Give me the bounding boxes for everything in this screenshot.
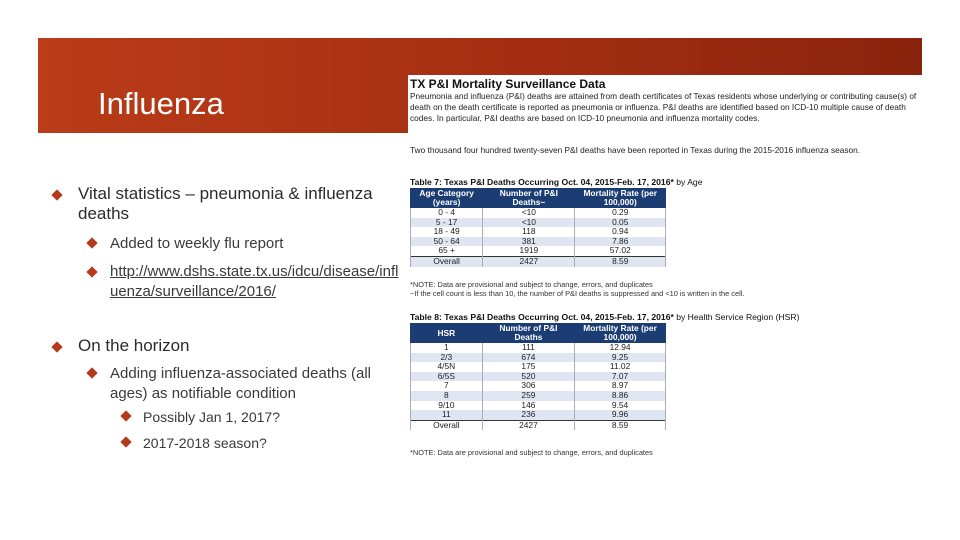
table-cell: 12.94 bbox=[575, 343, 666, 353]
table-cell: 8.59 bbox=[575, 420, 666, 430]
table-cell: Overall bbox=[411, 420, 483, 430]
bullet-marker-icon bbox=[86, 237, 97, 248]
table-cell: 111 bbox=[482, 343, 574, 353]
bullet-weekly-flu-report: Added to weekly flu report bbox=[110, 235, 284, 252]
table-cell: 0.94 bbox=[575, 227, 666, 237]
table8-header: Number of P&I Deaths bbox=[482, 324, 574, 343]
table-cell: 236 bbox=[482, 410, 574, 420]
table8-note: *NOTE: Data are provisional and subject to change, errors, and duplicates bbox=[410, 448, 653, 457]
bullet-marker-icon bbox=[120, 410, 131, 421]
bullet-marker-icon bbox=[51, 189, 62, 200]
table-cell: 0 - 4 bbox=[411, 208, 483, 218]
table7-header: Number of P&I Deaths~ bbox=[483, 189, 575, 208]
table-cell: 7.07 bbox=[575, 372, 666, 382]
table-cell: 381 bbox=[483, 237, 575, 247]
table8-header: HSR bbox=[411, 324, 483, 343]
table7-note: *NOTE: Data are provisional and subject to change, errors, and duplicates bbox=[410, 280, 653, 289]
table-cell: 674 bbox=[482, 353, 574, 363]
bullet-marker-icon bbox=[86, 367, 97, 378]
table-cell: 1 bbox=[411, 343, 483, 353]
table-deaths-by-region bbox=[410, 323, 666, 430]
table-cell: <10 bbox=[483, 208, 575, 218]
bullet-marker-icon bbox=[51, 341, 62, 352]
bullet-possibly-jan: Possibly Jan 1, 2017? bbox=[143, 409, 280, 425]
table-cell: <10 bbox=[483, 218, 575, 228]
table-row bbox=[411, 256, 666, 266]
table-cell: 9.96 bbox=[575, 410, 666, 420]
table-cell: 9.54 bbox=[575, 401, 666, 411]
table-cell: 8.97 bbox=[575, 381, 666, 391]
table-cell: 11.02 bbox=[575, 362, 666, 372]
table-cell: 8.86 bbox=[575, 391, 666, 401]
doc-heading: TX P&I Mortality Surveillance Data bbox=[410, 77, 606, 91]
table8-header: Mortality Rate (per 100,000) bbox=[575, 324, 666, 343]
table-cell: 2/3 bbox=[411, 353, 483, 363]
table8-caption-rest: by Health Service Region (HSR) bbox=[673, 312, 800, 322]
table-cell: 146 bbox=[482, 401, 574, 411]
table-cell: 9/10 bbox=[411, 401, 483, 411]
table-cell: 118 bbox=[483, 227, 575, 237]
table-row bbox=[411, 420, 666, 430]
table7-header: Mortality Rate (per 100,000) bbox=[575, 189, 666, 208]
table8-caption-bold: Table 8: Texas P&I Deaths Occurring Oct. 04, 2015-Feb. 17, 2016* bbox=[410, 312, 674, 322]
doc-paragraph-1: Pneumonia and influenza (P&I) deaths are attained from death certificates of Texas residents whose underlying or contributing cause(s) of death on the death certificate is reported as pneumonia or influenza. P&I deaths are identified based on ICD-10 multiple cause of death codes. In particular, P&I deaths are based on ICD-10 pneumonia and influenza mortality codes. bbox=[410, 91, 917, 123]
doc-paragraph-2: Two thousand four hundred twenty-seven P&I deaths have been reported in Texas during the 2015-2016 influenza season. bbox=[410, 145, 861, 155]
table-cell: 7.86 bbox=[575, 237, 666, 247]
table8-caption bbox=[410, 312, 799, 322]
table-cell: 2427 bbox=[483, 256, 575, 266]
table7-header: Age Category (years) bbox=[411, 189, 483, 208]
table-cell: 2427 bbox=[482, 420, 574, 430]
bullet-season: 2017-2018 season? bbox=[143, 435, 267, 451]
table-cell: 6/5S bbox=[411, 372, 483, 382]
table-deaths-by-age bbox=[410, 188, 666, 267]
surveillance-link[interactable]: http://www.dshs.state.tx.us/idcu/disease/influenza/surveillance/2016/ bbox=[110, 263, 399, 300]
table-cell: 175 bbox=[482, 362, 574, 372]
bullet-marker-icon bbox=[120, 436, 131, 447]
table-cell: 8 bbox=[411, 391, 483, 401]
table-cell: 5 - 17 bbox=[411, 218, 483, 228]
table-cell: 4/5N bbox=[411, 362, 483, 372]
table-cell: 520 bbox=[482, 372, 574, 382]
table-cell: 0.05 bbox=[575, 218, 666, 228]
table-cell: 306 bbox=[482, 381, 574, 391]
table-cell: 1919 bbox=[483, 246, 575, 256]
table-cell: 18 - 49 bbox=[411, 227, 483, 237]
bullet-on-the-horizon: On the horizon bbox=[78, 336, 190, 355]
slide-title: Influenza bbox=[98, 86, 224, 121]
table-cell: 7 bbox=[411, 381, 483, 391]
table-row bbox=[411, 246, 666, 256]
bullet-notifiable-condition: Adding influenza-associated deaths (all ages) as notifiable condition bbox=[110, 365, 371, 402]
table-cell: 259 bbox=[482, 391, 574, 401]
table-cell: 11 bbox=[411, 410, 483, 420]
table-cell: 50 - 64 bbox=[411, 237, 483, 247]
table-cell: Overall bbox=[411, 256, 483, 266]
table-cell: 9.25 bbox=[575, 353, 666, 363]
table-cell: 57.02 bbox=[575, 246, 666, 256]
bullet-marker-icon bbox=[86, 266, 97, 277]
table-row bbox=[411, 410, 666, 420]
mortality-surveillance-document bbox=[408, 75, 922, 465]
table7-suppression-note: ~If the cell count is less than 10, the number of P&I deaths is suppressed and <10 is written in the cell. bbox=[410, 289, 745, 298]
table-cell: 0.29 bbox=[575, 208, 666, 218]
bullet-vital-statistics: Vital statistics – pneumonia & influenza deaths bbox=[78, 184, 373, 223]
table7-caption-bold: Table 7: Texas P&I Deaths Occurring Oct. 04, 2015-Feb. 17, 2016* bbox=[410, 177, 674, 187]
table7-caption-rest: by Age bbox=[673, 177, 703, 187]
table7-caption bbox=[410, 177, 703, 187]
table-cell: 65 + bbox=[411, 246, 483, 256]
table-cell: 8.59 bbox=[575, 256, 666, 266]
